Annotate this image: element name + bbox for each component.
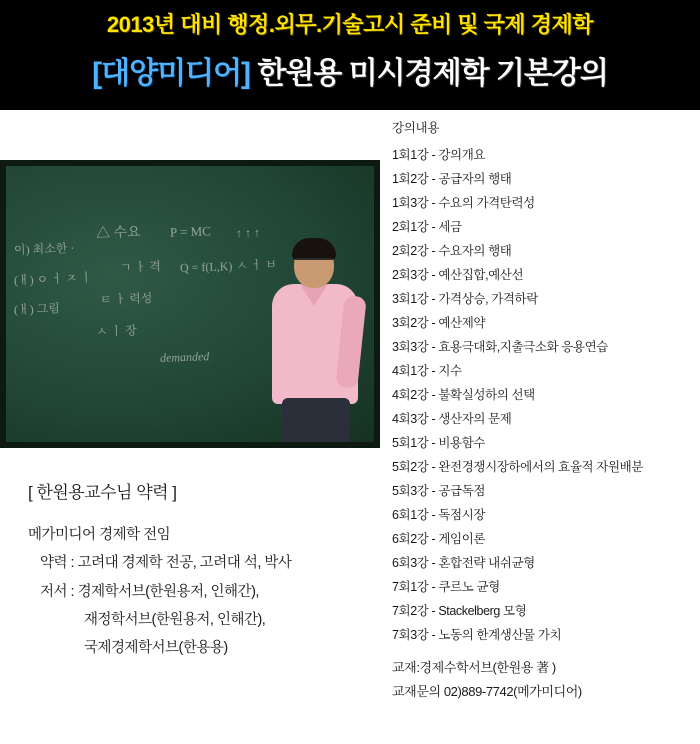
list-item: 4회2강 - 불확실성하의 선택 — [392, 388, 535, 402]
chalk-text: ㄱ ㅏ 격 — [119, 259, 162, 275]
profile-line-books-1: 저서 : 경제학서브(한원용저, 인해간), — [40, 583, 259, 600]
chalk-text: Q = f(L,K) — [179, 259, 233, 275]
chalk-text: P = MC — [169, 223, 212, 240]
main-content — [0, 110, 700, 744]
header-banner — [0, 0, 700, 110]
textbook-info: 교재:경제수학서브(한원용 著 ) — [392, 660, 556, 675]
lecturer-photo — [0, 160, 380, 448]
list-item: 4회1강 - 지수 — [392, 364, 462, 378]
list-item: 7회2강 - Stackelberg 모형 — [392, 604, 527, 618]
profile-title: [ 한원용교수님 약력 ] — [28, 483, 177, 502]
instructor-profile — [28, 478, 388, 662]
chalk-text: ㅅ ㅓ ㅂ — [235, 257, 278, 273]
chalk-text: 이) 최소한 · — [13, 240, 75, 258]
list-item: 7회3강 - 노동의 한계생산물 가치 — [392, 628, 562, 642]
list-item: 5회2강 - 완전경쟁시장하에서의 효율적 자원배분 — [392, 460, 643, 474]
list-item: 6회1강 - 독점시장 — [392, 508, 486, 522]
chalk-text: (ㅐ) ㅇ ㅓ ㅈ ㅣ — [13, 270, 93, 288]
profile-line-books-3: 국제경제학서브(한용용) — [84, 640, 228, 657]
contact-info: 교재문의 02)889-7742(메가미디어) — [392, 684, 582, 700]
header-subtitle: 2013년 대비 행정.외무.기술고시 준비 및 국제 경제학 — [106, 12, 594, 37]
list-item: 2회3강 - 예산집합,예산선 — [392, 268, 524, 282]
list-item: 2회1강 - 세금 — [392, 220, 462, 234]
list-item: 1회1강 - 강의개요 — [392, 148, 486, 162]
header-title — [0, 48, 700, 92]
list-item: 7회1강 - 쿠르노 균형 — [392, 580, 500, 594]
list-item: 5회3강 - 공급독점 — [392, 484, 486, 498]
chalk-text: △ 수요 — [95, 225, 141, 242]
list-item: 4회3강 - 생산자의 문제 — [392, 412, 512, 426]
list-item: 6회2강 - 게임이론 — [392, 532, 486, 546]
curriculum-list — [392, 118, 692, 647]
list-item: 1회2강 - 공급자의 행태 — [392, 172, 512, 186]
profile-line-books-2: 재정학서브(한원용저, 인해간), — [84, 611, 266, 628]
chalk-text: (ㅐ) 그림 — [13, 301, 61, 317]
header-title-brand: [대양미디어] — [92, 57, 251, 90]
profile-line-career: 약력 : 고려대 경제학 전공, 고려대 석, 박사 — [40, 555, 292, 572]
chalk-text: ↑ ↑ ↑ — [235, 225, 261, 241]
header-title-rest: 한원용 미시경제학 기본강의 — [250, 57, 608, 90]
list-item: 1회3강 - 수요의 가격탄력성 — [392, 196, 535, 210]
curriculum-title: 강의내용 — [392, 121, 440, 135]
chalk-text: ㅅ ㅣ 장 — [95, 323, 138, 339]
footer-info — [392, 656, 692, 704]
blackboard-frame — [0, 160, 380, 448]
profile-line-affiliation: 메가미디어 경제학 전임 — [28, 527, 171, 543]
list-item: 3회1강 - 가격상승, 가격하락 — [392, 292, 538, 306]
chalk-text: demanded — [159, 349, 210, 365]
list-item: 5회1강 - 비용함수 — [392, 436, 486, 450]
list-item: 3회3강 - 효용극대화,지출극소화 응용연습 — [392, 340, 608, 354]
list-item: 3회2강 - 예산제약 — [392, 316, 486, 330]
chalk-text: ㅌ ㅏ 력성 — [99, 291, 153, 307]
list-item: 2회2강 - 수요자의 행태 — [392, 244, 512, 258]
list-item: 6회3강 - 혼합전략 내쉬균형 — [392, 556, 535, 570]
